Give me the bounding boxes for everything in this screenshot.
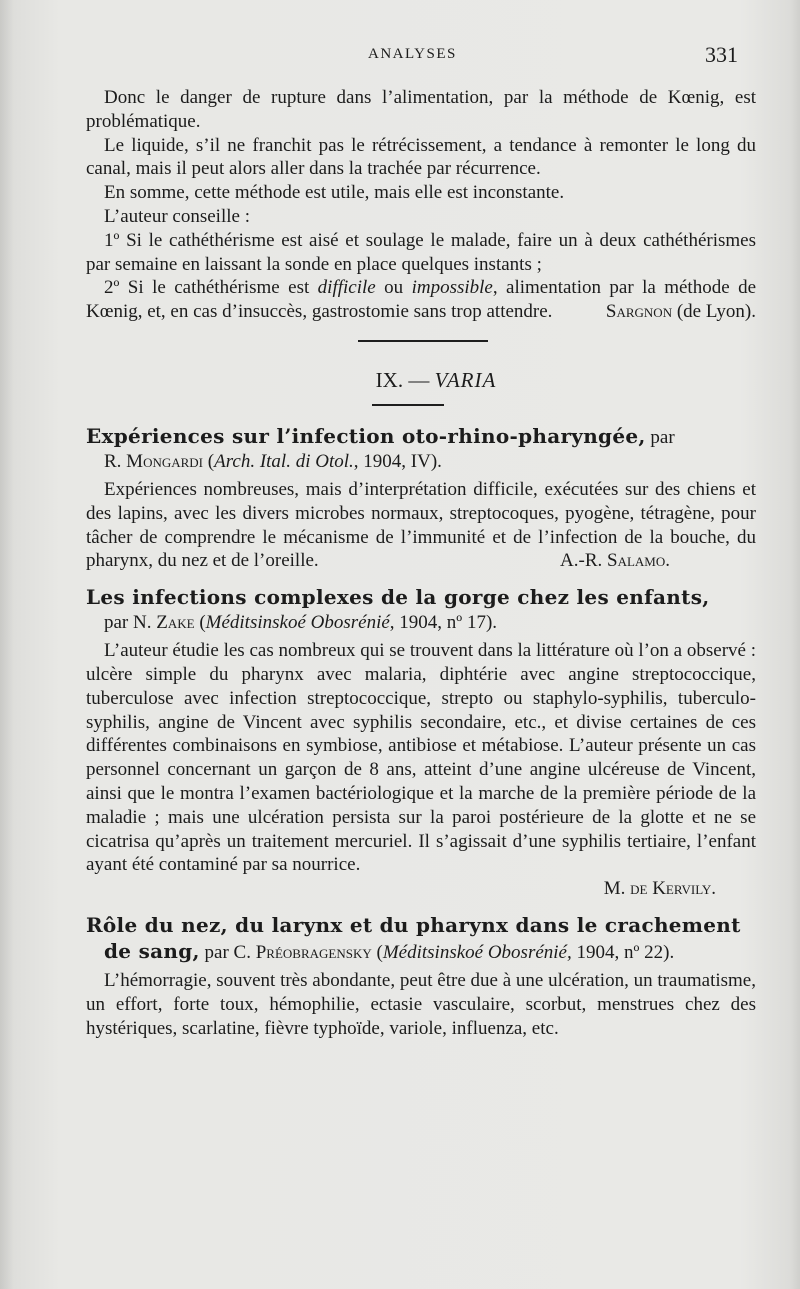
text-run: ou <box>375 277 412 299</box>
article-reference <box>86 611 756 635</box>
divider <box>86 398 756 412</box>
article-body: L’auteur étudie les cas nombreux qui se trouvent dans la littérature où l’on a observé : ulcère simple du pharynx avec malaria, diphtérie avec angine streptococcique, tuberculose avec infection streptococcique, strepto ou staphylo-syphilis, tuberculo-syphilis, angine de Vincent avec syphilis secondaire, etc., et divise certaines de ces différentes combinaisons en symbiose, antibiose et métabiose. L’auteur présente un cas personnel concernant un garçon de 8 ans, atteint d’une angine ulcéreuse de Vincent, ainsi que le montra l’examen bactériologique et la marche de la première période de la maladie ; mais une ulcération persista sur la paroi postérieure de la glotte et ne se cicatrisa qu’après un traitement mercuriel. Il s’agissait d’une syphilis tertiaire, l’enfant ayant été contaminé par sa nourrice. <box>86 640 756 876</box>
title-by: par <box>645 426 675 448</box>
ref-rest: 1904, nº 22). <box>571 941 675 963</box>
article-reference <box>86 450 756 474</box>
text-run: 2º Si le cathéthérisme est <box>104 277 318 299</box>
article <box>86 913 756 1040</box>
page-number: 331 <box>705 42 738 67</box>
ref-open: ( <box>371 941 383 963</box>
section-heading <box>86 362 756 398</box>
recommendation-1: 1º Si le cathéthérisme est aisé et soulage le malade, faire un à deux cathéthérismes par semaine en laissant la sonde en place quelques instants ; <box>86 229 756 275</box>
article-body: Expériences nombreuses, mais d’interprétation difficile, exécutées sur des chiens et des lapins, avec les divers microbes normaux, streptocoques, pyogène, tétragène, pour tâcher de comprendre le mécanisme de l’immunité et de l’infection de la bouche, du pharynx, du nez et de l’oreille. <box>86 478 756 572</box>
signature-name: A.-R. Salamo. <box>560 550 670 572</box>
journal-name: Arch. Ital. di Otol. <box>214 450 354 472</box>
title-by: par C. <box>199 941 256 963</box>
title-text: Les infections complexes de la gorge chez les enfants, <box>86 585 710 610</box>
article <box>86 424 756 573</box>
article-title <box>86 913 756 965</box>
paragraph: En somme, cette méthode est utile, mais elle est inconstante. <box>104 182 565 204</box>
running-head: ANALYSES <box>368 46 457 62</box>
ref-open: ( <box>203 450 215 472</box>
rule-line <box>358 340 488 342</box>
journal-name: Méditsinskoé Obosrénié, <box>382 941 572 963</box>
page-body <box>86 86 756 1040</box>
article <box>86 585 756 901</box>
section-number: IX. — <box>375 367 435 392</box>
ref-rest: , 1904, nº 17). <box>389 612 498 634</box>
ref-rest: , 1904, IV). <box>353 450 442 472</box>
italic-run: difficile <box>317 277 376 299</box>
italic-run: impossible <box>411 277 493 299</box>
paragraph: Le liquide, s’il ne franchit pas le rétrécissement, a tendance à remonter le long du canal, mais il peut alors aller dans la trachée par récurrence. <box>86 134 756 180</box>
article-title <box>86 585 756 611</box>
title-by: par N. <box>104 612 157 634</box>
author-name: Zake <box>156 612 195 634</box>
text-run: , alimentation par la méthode de Kœnig, et, en cas d’insuccès, gastrostomie sans trop attendre. <box>86 277 756 323</box>
signature-name: M. de Kervily. <box>603 878 716 900</box>
signature-place: (de Lyon). <box>672 301 756 323</box>
author-signature <box>86 877 756 901</box>
journal-name: Méditsinskoé Obosrénié <box>205 612 390 634</box>
paragraph: L’auteur conseille : <box>104 205 250 227</box>
signature-name: Sargnon <box>605 301 673 323</box>
author-name: R. Mongardi <box>104 450 204 472</box>
page-header <box>0 42 800 72</box>
section-title: VARIA <box>434 367 497 392</box>
title-text: Expériences sur l’infection oto-rhino-pharyngée, <box>86 423 646 448</box>
rule-line <box>372 404 444 406</box>
author-name: Préobragensky <box>255 941 372 963</box>
title-text: Rôle du nez, du larynx et du pharynx dans le crachement de sang, <box>86 912 741 963</box>
article-body: L’hémorragie, souvent très abondante, peut être due à une ulcération, un traumatisme, un effort, forte toux, hémophilie, ectasie vasculaire, scorbut, menstrues chez des hystériques, scarlatine, fièvre typhoïde, variole, influenza, etc. <box>86 969 756 1039</box>
paragraph: Donc le danger de rupture dans l’alimentation, par la méthode de Kœnig, est problématique. <box>86 87 756 132</box>
article-title <box>86 424 756 450</box>
ref-open: ( <box>194 612 206 634</box>
divider <box>86 328 756 352</box>
